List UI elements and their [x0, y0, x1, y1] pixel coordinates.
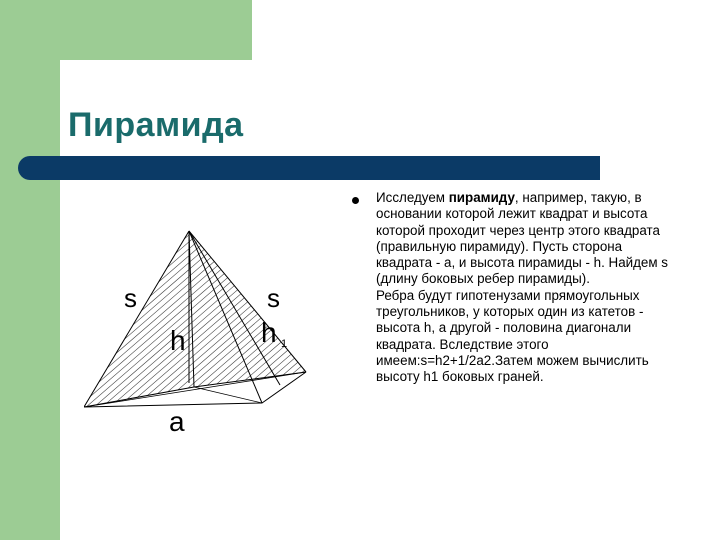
hatch-line	[272, 215, 344, 440]
bullet-paragraph-2: Ребра будут гипотенузами прямоугольных треугольников, у которых один из катетов - высота h, а другой - половина диагонали квадрата. Вследствие этого имеем:s=h2+1/2a2.Затем можем вычислить высоту h1 боковых граней.	[376, 287, 649, 385]
label-s-right: s	[267, 283, 280, 313]
label-s-left: s	[124, 283, 137, 313]
hatch-line	[176, 215, 344, 440]
hatch-line	[104, 215, 344, 440]
hatch-line	[320, 215, 344, 440]
top-green-band	[0, 0, 252, 60]
slide-title: Пирамида	[68, 106, 244, 144]
hatch-line	[128, 215, 344, 440]
hatch-line	[136, 215, 344, 440]
hatch-line	[304, 215, 344, 440]
hatch-line	[272, 215, 344, 440]
bullet-dot	[352, 197, 359, 204]
hatch-line	[112, 215, 344, 440]
hatch-line	[320, 215, 344, 440]
hatch-line	[288, 215, 344, 440]
hatch-line	[312, 215, 344, 440]
label-h1: h	[261, 317, 277, 348]
hatch-line	[304, 215, 344, 440]
hatch-line	[216, 215, 344, 440]
hatch-line	[128, 215, 344, 440]
hatch-line	[160, 215, 344, 440]
hatch-line	[336, 215, 344, 440]
label-a: a	[169, 406, 185, 437]
bullet-bold-term: пирамиду	[448, 190, 515, 205]
hatch-line	[280, 215, 344, 440]
hatch-line	[232, 215, 344, 440]
hatch-line	[312, 215, 344, 440]
hatch-line	[296, 215, 344, 440]
label-h1-subscript: 1	[281, 338, 288, 350]
hatch-line	[328, 215, 344, 440]
bullet-text	[376, 190, 676, 386]
pyramid-drawing	[84, 215, 344, 440]
hatch-line	[296, 215, 344, 440]
hatch-line	[216, 215, 344, 440]
hatch-line	[112, 215, 344, 440]
hatch-line	[104, 215, 344, 440]
left-green-band	[0, 0, 60, 540]
hatch-line	[176, 215, 344, 440]
bullet-paragraph-1: , например, такую, в основании которой лежит квадрат и высота которой проходит через центр этого квадрата (правильную пирамиду). Пусть сторона квадрата - a, и высота пирамиды - h. Найдем s (длину боковых ребер пирамиды).	[376, 190, 669, 287]
pyramid-figure	[84, 215, 344, 440]
title-rule	[18, 156, 600, 180]
label-h: h	[170, 325, 186, 356]
hatch-line	[240, 215, 344, 440]
bullet-intro: Исследуем	[376, 190, 449, 205]
hatch-line	[336, 215, 344, 440]
hatch-line	[288, 215, 344, 440]
hatch-line	[280, 215, 344, 440]
hatch-line	[328, 215, 344, 440]
hatch-line	[240, 215, 344, 440]
hatch-line	[136, 215, 344, 440]
hatch-line	[232, 215, 344, 440]
hatch-line	[160, 215, 344, 440]
